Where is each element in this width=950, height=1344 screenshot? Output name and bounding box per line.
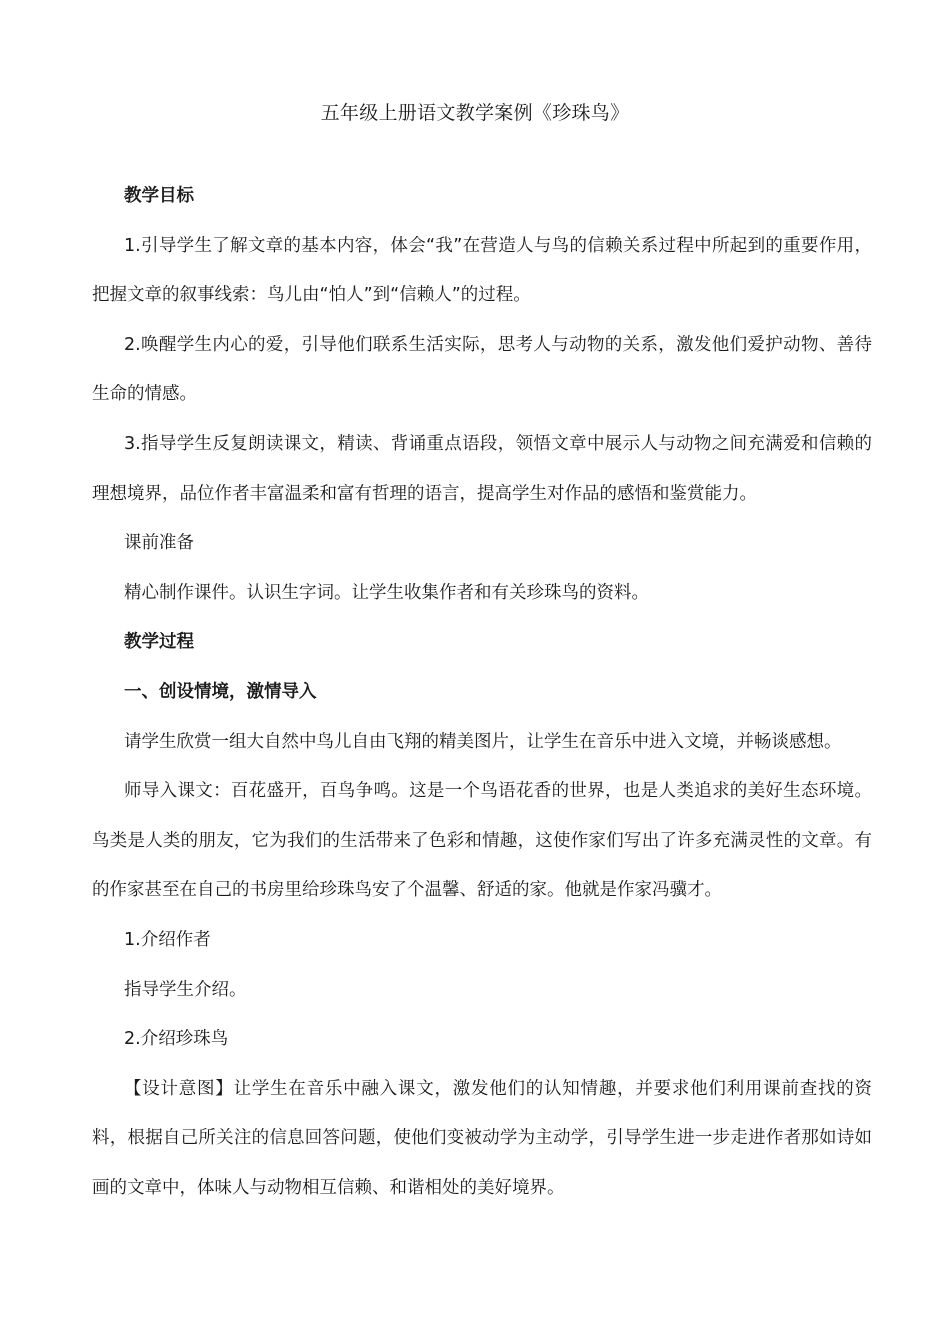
preparation-text: 精心制作课件。认识生字词。让学生收集作者和有关珍珠鸟的资料。 bbox=[124, 582, 649, 603]
introduce-author-text: 指导学生介绍。 bbox=[124, 979, 247, 1000]
heading-preparation: 课前准备 bbox=[124, 533, 194, 554]
step-1-paragraph-2: 师导入课文：百花盛开，百鸟争鸣。这是一个鸟语花香的世界，也是人类追求的美好生态环境。鸟类是人类的朋友，它为我们的生活带来了色彩和情趣，这使作家们写出了许多充满灵性的文章。有的作家甚至在自己的书房里给珍珠鸟安了个温馨、舒适的家。他就是作家冯骥才。 bbox=[92, 781, 872, 901]
document-title: 五年级上册语文教学案例《珍珠鸟》 bbox=[320, 102, 630, 124]
goal-item-3: 3.指导学生反复朗读课文，精读、背诵重点语段，领悟文章中展示人与动物之间充满爱和信赖的理想境界，品位作者丰富温柔和富有哲理的语言，提高学生对作品的感悟和鉴赏能力。 bbox=[92, 433, 872, 504]
step-1-paragraph-1: 请学生欣赏一组大自然中鸟儿自由飞翔的精美图片，让学生在音乐中进入文境，并畅谈感想。 bbox=[124, 731, 842, 752]
goal-item-1: 1.引导学生了解文章的基本内容，体会“我”在营造人与鸟的信赖关系过程中所起到的重要作用，把握文章的叙事线索：鸟儿由“怕人”到“信赖人”的过程。 bbox=[92, 235, 872, 306]
goal-item-2: 2.唤醒学生内心的爱，引导他们联系生活实际，思考人与动物的关系，激发他们爱护动物、善待生命的情感。 bbox=[92, 334, 872, 405]
heading-teaching-process: 教学过程 bbox=[124, 632, 194, 653]
subheading-introduce-author: 1.介绍作者 bbox=[124, 929, 211, 950]
heading-teaching-goals: 教学目标 bbox=[124, 186, 194, 206]
heading-step-1: 一、创设情境，激情导入 bbox=[124, 681, 317, 702]
design-intent-paragraph: 【设计意图】让学生在音乐中融入课文，激发他们的认知情趣，并要求他们利用课前查找的资料，根据自己所关注的信息回答问题，使他们变被动学为主动学，引导学生进一步走进作者那如诗如画的文章中，体味人与动物相互信赖、和谐相处的美好境界。 bbox=[92, 1078, 872, 1198]
subheading-introduce-bird: 2.介绍珍珠鸟 bbox=[124, 1029, 229, 1050]
document-body bbox=[92, 172, 872, 1213]
